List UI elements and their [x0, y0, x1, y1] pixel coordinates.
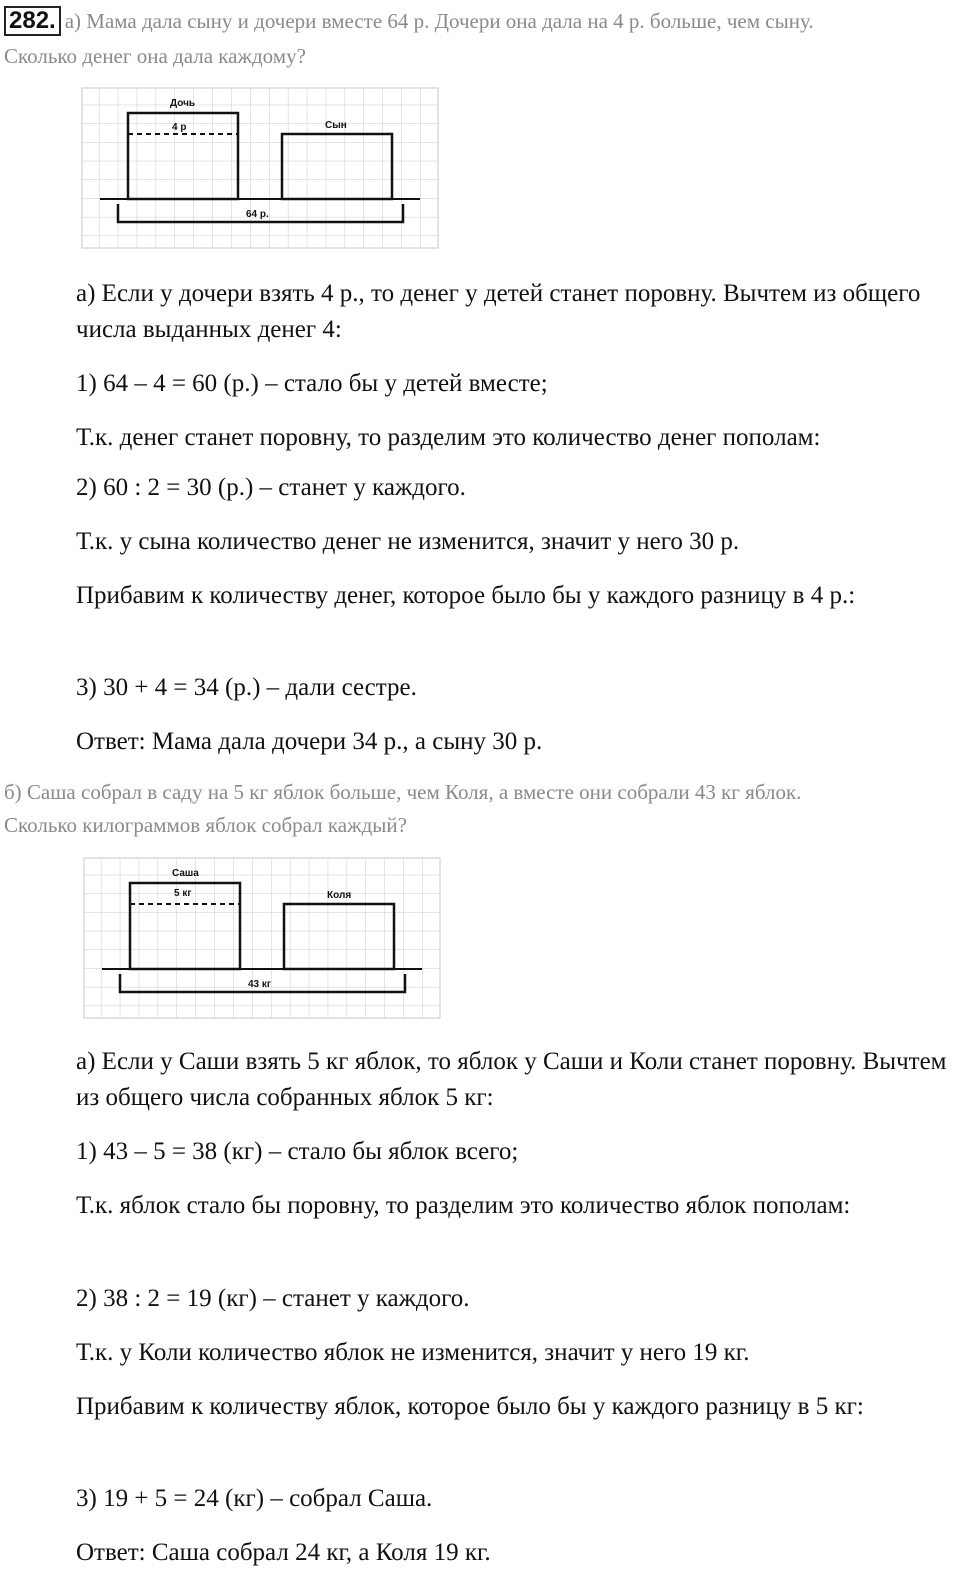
- label-son: Сын: [325, 120, 347, 131]
- label-total-b: 43 кг: [248, 979, 272, 990]
- problem-b-line2: Сколько килограммов яблок собрал каждый?: [4, 813, 407, 837]
- problem-b-line1: б) Саша собрал в саду на 5 кг яблок больше, чем Коля, а вместе они собрали 43 кг яблок.: [4, 780, 802, 804]
- solution-b-step-6: 3) 19 + 5 = 24 (кг) – собрал Саша.: [76, 1485, 433, 1512]
- label-sasha: Саша: [172, 868, 199, 879]
- label-diff-b: 5 кг: [174, 888, 192, 899]
- label-kolya: Коля: [327, 890, 352, 901]
- solution-a-step-0: а) Если у дочери взять 4 р., то денег у детей станет поровну. Вычтем из общего числа выданных денег 4:: [76, 280, 921, 343]
- solution-b-step-2: Т.к. яблок стало бы поровну, то разделим это количество яблок пополам:: [76, 1192, 851, 1219]
- label-diff-a: 4 р: [172, 122, 187, 133]
- solution-b-step-1: 1) 43 – 5 = 38 (кг) – стало бы яблок всего;: [76, 1138, 519, 1165]
- solution-a-step-5: Прибавим к количеству денег, которое было бы у каждого разницу в 4 р.:: [76, 582, 856, 609]
- solution-a-step-6: 3) 30 + 4 = 34 (р.) – дали сестре.: [76, 674, 417, 701]
- diagram-b: [82, 856, 442, 1027]
- label-total-a: 64 р.: [246, 209, 269, 220]
- problem-number: 282.: [4, 6, 61, 36]
- problem-a-line2: Сколько денег она дала каждому?: [4, 44, 306, 68]
- solution-a-step-3: 2) 60 : 2 = 30 (р.) – станет у каждого.: [76, 474, 466, 501]
- label-daughter: Дочь: [170, 98, 196, 109]
- solution-b-step-3: 2) 38 : 2 = 19 (кг) – станет у каждого.: [76, 1285, 470, 1312]
- problem-a-text1: а) Мама дала сыну и дочери вместе 64 р. Дочери она дала на 4 р. больше, чем сыну.: [64, 9, 814, 33]
- solution-a-answer: Ответ: Мама дала дочери 34 р., а сыну 30 р.: [76, 728, 543, 755]
- diagram-a: [80, 86, 440, 257]
- solution-b-step-0: а) Если у Саши взять 5 кг яблок, то яблок у Саши и Коли станет поровну. Вычтем из общего числа собранных яблок 5 кг:: [76, 1048, 947, 1111]
- solution-b-step-5: Прибавим к количеству яблок, которое было бы у каждого разницу в 5 кг:: [76, 1393, 864, 1420]
- problem-a-line1: [4, 8, 814, 36]
- solution-a-step-2: Т.к. денег станет поровну, то разделим это количество денег пополам:: [76, 424, 821, 451]
- solution-b-step-4: Т.к. у Коли количество яблок не изменится, значит у него 19 кг.: [76, 1339, 750, 1366]
- solution-a-step-4: Т.к. у сына количество денег не изменится, значит у него 30 р.: [76, 528, 740, 555]
- solution-a-step-1: 1) 64 – 4 = 60 (р.) – стало бы у детей вместе;: [76, 370, 548, 397]
- solution-b-answer: Ответ: Саша собрал 24 кг, а Коля 19 кг.: [76, 1539, 491, 1566]
